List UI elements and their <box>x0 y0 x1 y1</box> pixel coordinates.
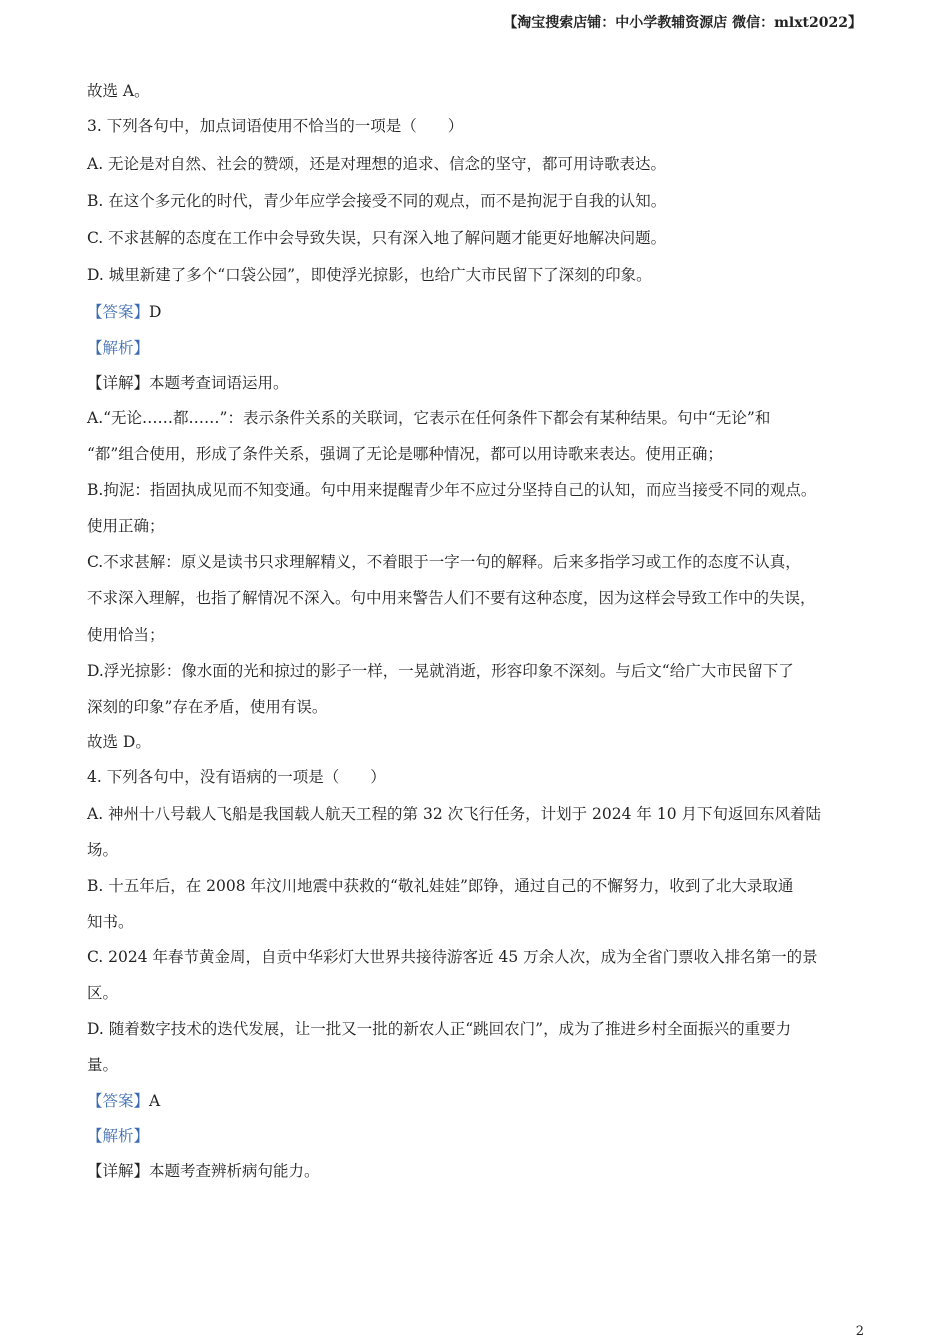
question-3-option-a: A. 无论是对自然、社会的赞颂，还是对理想的追求、信念的坚守，都可用诗歌表达。 <box>87 155 667 173</box>
question-4-option-c-line2: 区。 <box>87 984 119 1002</box>
detail-d-line2: 深刻的印象”存在矛盾，使用有误。 <box>87 698 328 716</box>
detail-b-line1: B.拘泥：指固执成见而不知变通。句中用来提醒青少年不应过分坚持自己的认知，而应当接受不同的观点。 <box>87 481 817 499</box>
detail-c-line2: 不求深入理解，也指了解情况不深入。句中用来警告人们不要有这种态度，因为这样会导致工作中的失误， <box>87 589 816 607</box>
answer-value: D <box>149 303 162 321</box>
answer-tag: 【答案】 <box>87 1092 150 1110</box>
detail-d-line1: D.浮光掠影：像水面的光和掠过的影子一样，一晃就消逝，形容印象不深刻。与后文“给广大市民留下了 <box>87 662 794 680</box>
detail-c-line1: C.不求甚解：原义是读书只求理解精义，不着眼于一字一句的解释。后来多指学习或工作的态度不认真， <box>87 553 801 571</box>
detail-intro-q4: 【详解】本题考查辨析病句能力。 <box>87 1162 320 1180</box>
question-4-option-c-line1: C. 2024 年春节黄金周，自贡中华彩灯大世界共接待游客近 45 万余人次，成为全省门票收入排名第一的景 <box>87 948 818 966</box>
question-3-option-d: D. 城里新建了多个“口袋公园”，即使浮光掠影，也给广大市民留下了深刻的印象。 <box>87 266 652 284</box>
question-4-option-b-line2: 知书。 <box>87 913 134 931</box>
question-4-option-a-line2: 场。 <box>87 841 119 859</box>
page-header: 【淘宝搜索店铺：中小学教辅资源店 微信：mlxt2022】 <box>503 15 862 31</box>
conclusion-q3: 故选 D。 <box>87 733 151 751</box>
answer-tag: 【答案】 <box>87 303 150 321</box>
question-4-stem: 4. 下列各句中，没有语病的一项是（ ） <box>87 768 386 786</box>
question-3-option-c: C. 不求甚解的态度在工作中会导致失误，只有深入地了解问题才能更好地解决问题。 <box>87 229 667 247</box>
detail-a-line1: A.“无论……都……”：表示条件关系的关联词，它表示在任何条件下都会有某种结果。句中“无论”和 <box>87 409 771 427</box>
question-4-option-d-line2: 量。 <box>87 1056 119 1074</box>
analysis-tag: 【解析】 <box>87 1127 150 1145</box>
detail-a-line2: “都”组合使用，形成了条件关系，强调了无论是哪种情况，都可以用诗歌来表达。使用正确； <box>87 445 723 463</box>
detail-c-line3: 使用恰当； <box>87 626 165 644</box>
answer-line-q3 <box>87 301 161 323</box>
detail-intro-q3: 【详解】本题考查词语运用。 <box>87 374 289 392</box>
question-4-option-a-line1: A. 神州十八号载人飞船是我国载人航天工程的第 32 次飞行任务，计划于 2024 年 10 月下旬返回东风着陆 <box>87 805 822 823</box>
conclusion-q2: 故选 A。 <box>87 82 150 100</box>
question-3-stem: 3. 下列各句中，加点词语使用不恰当的一项是（ ） <box>87 117 464 135</box>
answer-line-q4 <box>87 1090 160 1112</box>
question-4-option-d-line1: D. 随着数字技术的迭代发展，让一批又一批的新农人正“跳回农门”，成为了推进乡村全面振兴的重要力 <box>87 1020 792 1038</box>
analysis-tag: 【解析】 <box>87 339 150 357</box>
answer-value: A <box>149 1092 161 1110</box>
question-4-option-b-line1: B. 十五年后，在 2008 年汶川地震中获救的“敬礼娃娃”郎铮，通过自己的不懈努力，收到了北大录取通 <box>87 877 794 895</box>
detail-b-line2: 使用正确； <box>87 517 165 535</box>
page-number: 2 <box>855 1324 864 1339</box>
question-3-option-b: B. 在这个多元化的时代，青少年应学会接受不同的观点，而不是拘泥于自我的认知。 <box>87 192 667 210</box>
